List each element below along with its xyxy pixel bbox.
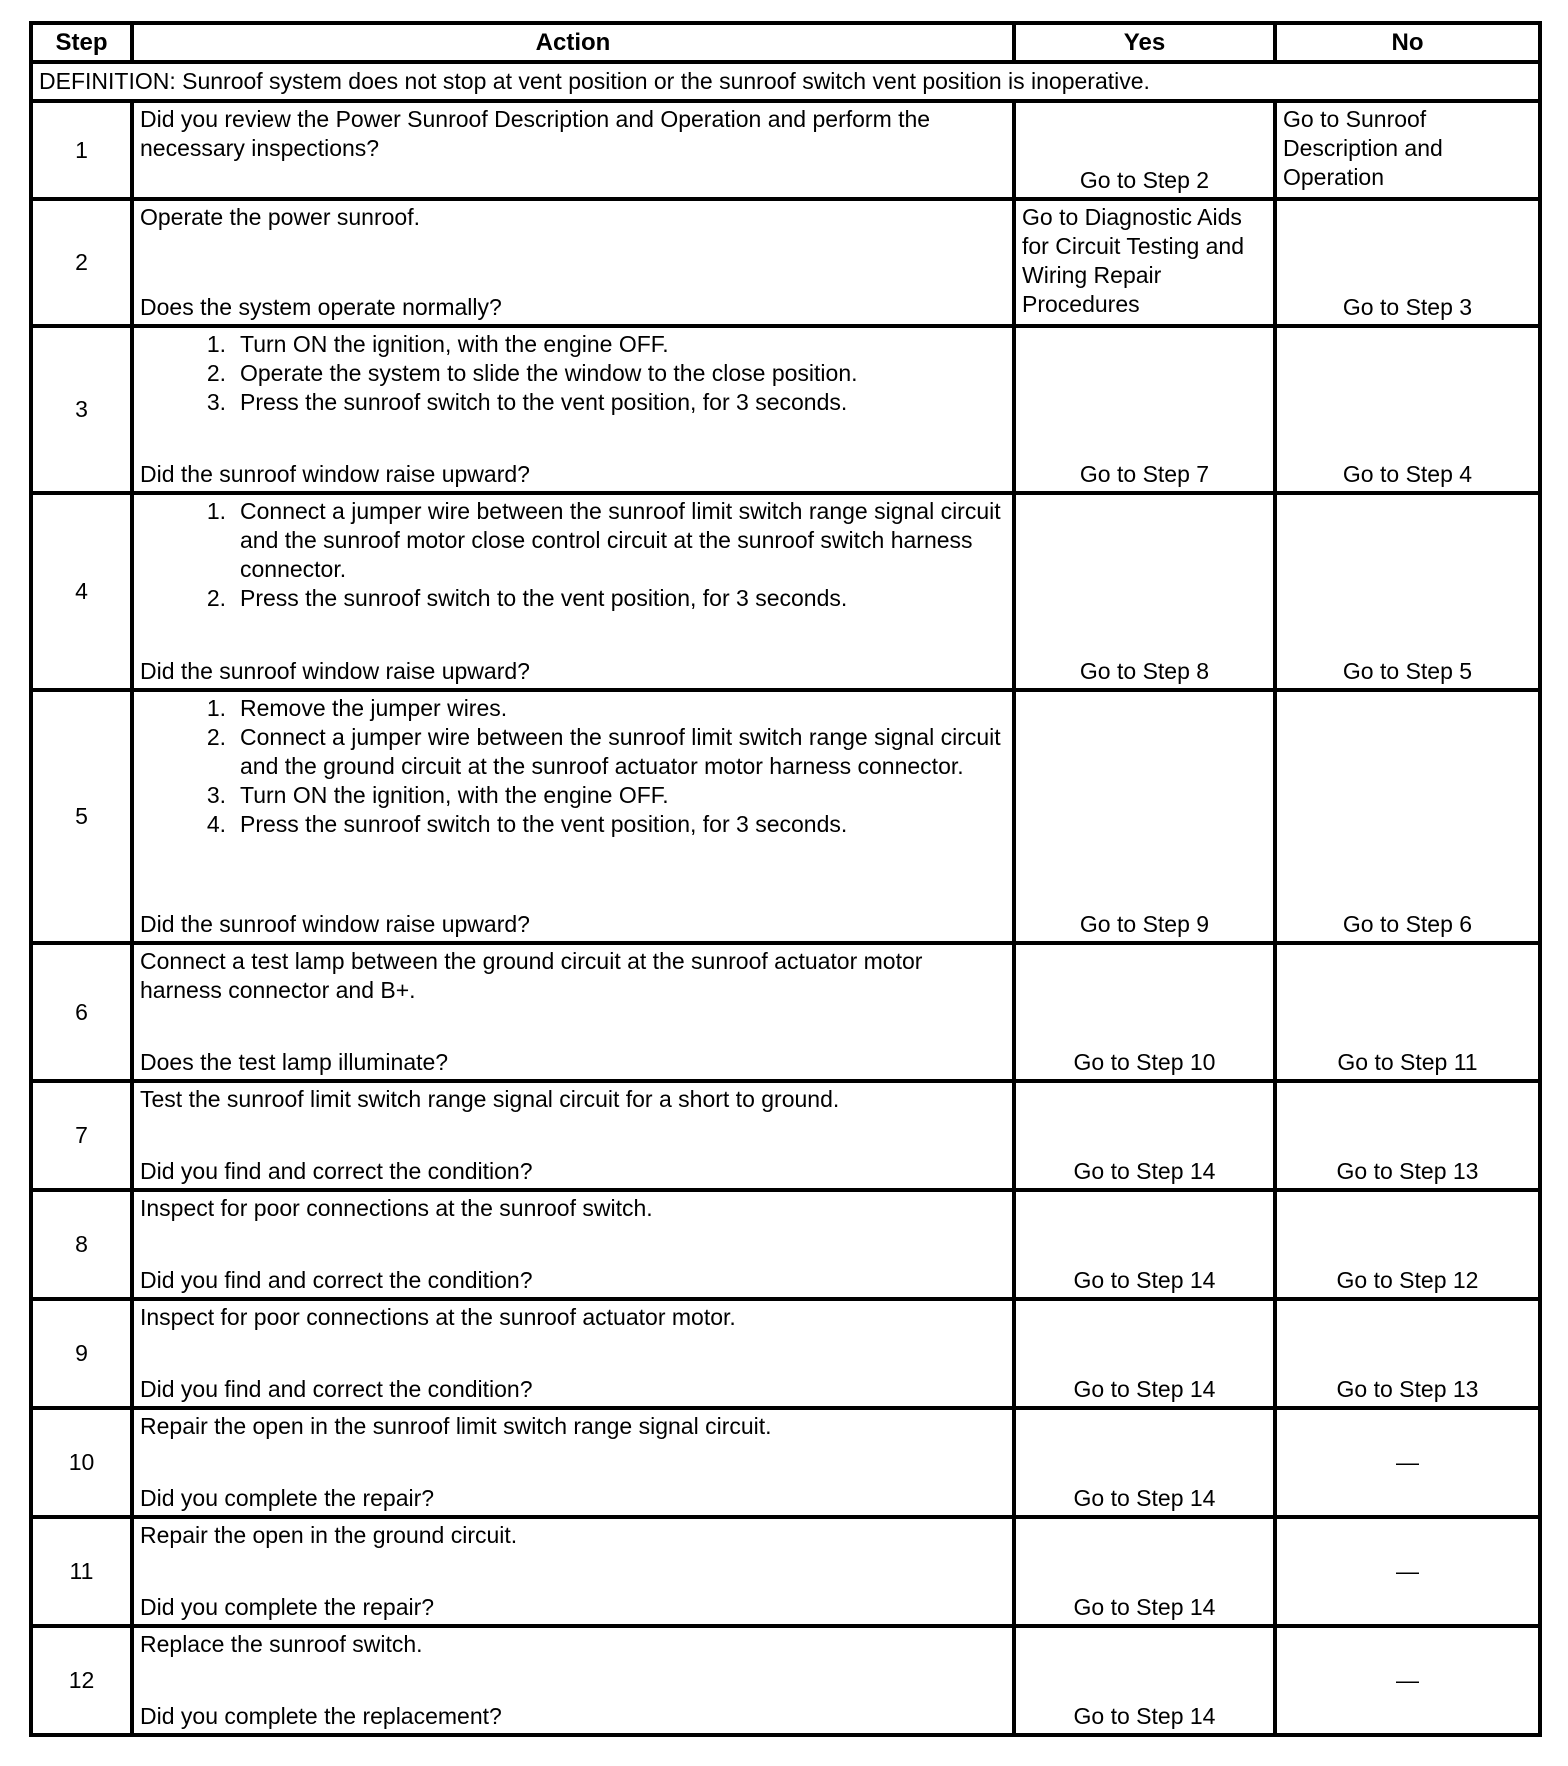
yes-cell xyxy=(1014,1299,1275,1408)
substep-text: Turn ON the ignition, with the engine OFF. xyxy=(240,331,669,357)
step-number: 3 xyxy=(31,326,132,493)
action-cell xyxy=(132,943,1014,1081)
substep-number: 3. xyxy=(206,782,226,808)
substep-text: Remove the jumper wires. xyxy=(240,695,508,721)
substep-list xyxy=(140,497,1004,613)
substep-number: 4. xyxy=(206,811,226,837)
action-question: Did you complete the replacement? xyxy=(140,1703,502,1729)
action-cell xyxy=(132,1626,1014,1735)
no-result: Go to Step 11 xyxy=(1337,1049,1478,1075)
yes-cell xyxy=(1014,943,1275,1081)
substep-number: 2. xyxy=(206,360,226,386)
action-cell xyxy=(132,1190,1014,1299)
definition-text: DEFINITION: Sunroof system does not stop at vent position or the sunroof switch vent position is inoperative. xyxy=(31,62,1540,101)
yes-cell xyxy=(1014,1408,1275,1517)
action-cell xyxy=(132,1517,1014,1626)
no-result: Go to Step 5 xyxy=(1342,658,1473,684)
yes-result: Go to Step 9 xyxy=(1079,911,1210,937)
action-cell xyxy=(132,326,1014,493)
no-cell xyxy=(1275,101,1540,199)
step-number: 7 xyxy=(31,1081,132,1190)
no-result: Go to Sunroof Description and Operation xyxy=(1283,106,1443,190)
no-result: Go to Step 4 xyxy=(1342,461,1473,487)
substep-number: 3. xyxy=(206,389,226,415)
substep-item xyxy=(140,810,1004,839)
action-cell xyxy=(132,101,1014,199)
substep-item xyxy=(140,781,1004,810)
action-content xyxy=(140,1303,1004,1404)
action-content xyxy=(140,1412,1004,1513)
no-cell xyxy=(1275,690,1540,943)
no-cell xyxy=(1275,943,1540,1081)
substep-item xyxy=(140,694,1004,723)
no-cell xyxy=(1275,1517,1540,1626)
step-number: 1 xyxy=(31,101,132,199)
substep-list xyxy=(140,330,1004,417)
action-cell xyxy=(132,1408,1014,1517)
no-cell xyxy=(1275,493,1540,690)
substep-item xyxy=(140,497,1004,584)
substep-text: Connect a jumper wire between the sunroof limit switch range signal circuit and the ground circuit at the sunroof actuator motor harness connector. xyxy=(240,724,1001,779)
yes-result: Go to Step 14 xyxy=(1073,1267,1216,1293)
header-action: Action xyxy=(132,23,1014,62)
substep-number: 1. xyxy=(206,331,226,357)
action-instruction: Operate the power sunroof. xyxy=(140,204,420,230)
action-content xyxy=(140,1085,1004,1186)
table-row xyxy=(31,1081,1540,1190)
step-number: 5 xyxy=(31,690,132,943)
action-question: Did the sunroof window raise upward? xyxy=(140,911,530,937)
yes-cell xyxy=(1014,1626,1275,1735)
table-row xyxy=(31,1299,1540,1408)
no-result: Go to Step 6 xyxy=(1342,911,1473,937)
no-result: Go to Step 13 xyxy=(1336,1376,1479,1402)
yes-result: Go to Diagnostic Aids for Circuit Testing and Wiring Repair Procedures xyxy=(1022,204,1245,317)
substep-number: 1. xyxy=(206,695,226,721)
table-row xyxy=(31,1190,1540,1299)
yes-result: Go to Step 14 xyxy=(1073,1703,1216,1729)
yes-result: Go to Step 10 xyxy=(1073,1049,1216,1075)
step-number: 6 xyxy=(31,943,132,1081)
substep-item xyxy=(140,388,1004,417)
yes-result: Go to Step 14 xyxy=(1073,1376,1216,1402)
no-result: Go to Step 13 xyxy=(1336,1158,1479,1184)
no-result: — xyxy=(1396,1558,1419,1584)
substep-number: 1. xyxy=(206,498,226,524)
no-result: Go to Step 12 xyxy=(1336,1267,1479,1293)
header-yes: Yes xyxy=(1014,23,1275,62)
action-cell xyxy=(132,690,1014,943)
substep-text: Operate the system to slide the window to the close position. xyxy=(240,360,858,386)
substep-text: Turn ON the ignition, with the engine OFF. xyxy=(240,782,669,808)
table-row xyxy=(31,943,1540,1081)
substep-item xyxy=(140,723,1004,781)
yes-cell xyxy=(1014,199,1275,326)
action-content xyxy=(140,497,1004,686)
no-result: Go to Step 3 xyxy=(1342,294,1473,320)
yes-cell xyxy=(1014,1081,1275,1190)
action-question: Did the sunroof window raise upward? xyxy=(140,461,530,487)
action-instruction: Replace the sunroof switch. xyxy=(140,1631,423,1657)
table-row xyxy=(31,1517,1540,1626)
action-content xyxy=(140,1194,1004,1295)
step-number: 9 xyxy=(31,1299,132,1408)
action-question: Did you complete the repair? xyxy=(140,1594,435,1620)
substep-number: 2. xyxy=(206,585,226,611)
substep-text: Connect a jumper wire between the sunroof limit switch range signal circuit and the sunroof motor close control circuit at the sunroof switch harness connector. xyxy=(240,498,1001,582)
yes-result: Go to Step 14 xyxy=(1073,1594,1216,1620)
substep-text: Press the sunroof switch to the vent position, for 3 seconds. xyxy=(240,389,848,415)
header-step: Step xyxy=(31,23,132,62)
action-content xyxy=(140,105,1004,195)
action-question: Did you complete the repair? xyxy=(140,1485,435,1511)
action-cell xyxy=(132,1081,1014,1190)
yes-cell xyxy=(1014,493,1275,690)
header-row xyxy=(31,23,1540,62)
yes-result: Go to Step 8 xyxy=(1079,658,1210,684)
no-cell xyxy=(1275,1081,1540,1190)
no-cell xyxy=(1275,1299,1540,1408)
step-number: 10 xyxy=(31,1408,132,1517)
no-cell xyxy=(1275,1626,1540,1735)
action-instruction: Did you review the Power Sunroof Description and Operation and perform the necessary inspections? xyxy=(140,106,931,161)
table-row xyxy=(31,690,1540,943)
table-row xyxy=(31,326,1540,493)
no-result: — xyxy=(1396,1667,1419,1693)
no-result: — xyxy=(1396,1449,1419,1475)
yes-result: Go to Step 14 xyxy=(1073,1158,1216,1184)
substep-list xyxy=(140,694,1004,839)
step-number: 2 xyxy=(31,199,132,326)
yes-cell xyxy=(1014,1190,1275,1299)
action-instruction: Connect a test lamp between the ground circuit at the sunroof actuator motor harness connector and B+. xyxy=(140,948,923,1003)
substep-text: Press the sunroof switch to the vent position, for 3 seconds. xyxy=(240,811,848,837)
action-question: Did you find and correct the condition? xyxy=(140,1158,533,1184)
yes-cell xyxy=(1014,1517,1275,1626)
yes-cell xyxy=(1014,690,1275,943)
action-content xyxy=(140,1521,1004,1622)
action-instruction: Inspect for poor connections at the sunroof switch. xyxy=(140,1195,653,1221)
action-content xyxy=(140,694,1004,939)
substep-item xyxy=(140,584,1004,613)
step-number: 12 xyxy=(31,1626,132,1735)
action-instruction: Test the sunroof limit switch range signal circuit for a short to ground. xyxy=(140,1086,840,1112)
no-cell xyxy=(1275,326,1540,493)
no-cell xyxy=(1275,1408,1540,1517)
yes-result: Go to Step 7 xyxy=(1079,461,1210,487)
substep-item xyxy=(140,359,1004,388)
action-question: Does the system operate normally? xyxy=(140,294,502,320)
action-question: Did you find and correct the condition? xyxy=(140,1267,533,1293)
action-cell xyxy=(132,199,1014,326)
action-question: Does the test lamp illuminate? xyxy=(140,1049,449,1075)
yes-result: Go to Step 2 xyxy=(1079,167,1210,193)
action-question: Did you find and correct the condition? xyxy=(140,1376,533,1402)
substep-number: 2. xyxy=(206,724,226,750)
action-instruction: Repair the open in the ground circuit. xyxy=(140,1522,518,1548)
yes-cell xyxy=(1014,326,1275,493)
step-number: 4 xyxy=(31,493,132,690)
table-row xyxy=(31,1626,1540,1735)
no-cell xyxy=(1275,199,1540,326)
table-row xyxy=(31,1408,1540,1517)
no-cell xyxy=(1275,1190,1540,1299)
step-number: 11 xyxy=(31,1517,132,1626)
yes-result: Go to Step 14 xyxy=(1073,1485,1216,1511)
definition-row xyxy=(31,62,1540,101)
action-question: Did the sunroof window raise upward? xyxy=(140,658,530,684)
step-number: 8 xyxy=(31,1190,132,1299)
table-row xyxy=(31,493,1540,690)
yes-cell xyxy=(1014,101,1275,199)
header-no: No xyxy=(1275,23,1540,62)
action-content xyxy=(140,203,1004,322)
action-instruction: Inspect for poor connections at the sunroof actuator motor. xyxy=(140,1304,736,1330)
action-instruction: Repair the open in the sunroof limit switch range signal circuit. xyxy=(140,1413,772,1439)
table-row xyxy=(31,199,1540,326)
action-content xyxy=(140,1630,1004,1731)
action-content xyxy=(140,947,1004,1077)
action-content xyxy=(140,330,1004,489)
substep-item xyxy=(140,330,1004,359)
action-cell xyxy=(132,1299,1014,1408)
substep-text: Press the sunroof switch to the vent position, for 3 seconds. xyxy=(240,585,848,611)
table-row xyxy=(31,101,1540,199)
diagnostic-table xyxy=(29,21,1542,1737)
action-cell xyxy=(132,493,1014,690)
